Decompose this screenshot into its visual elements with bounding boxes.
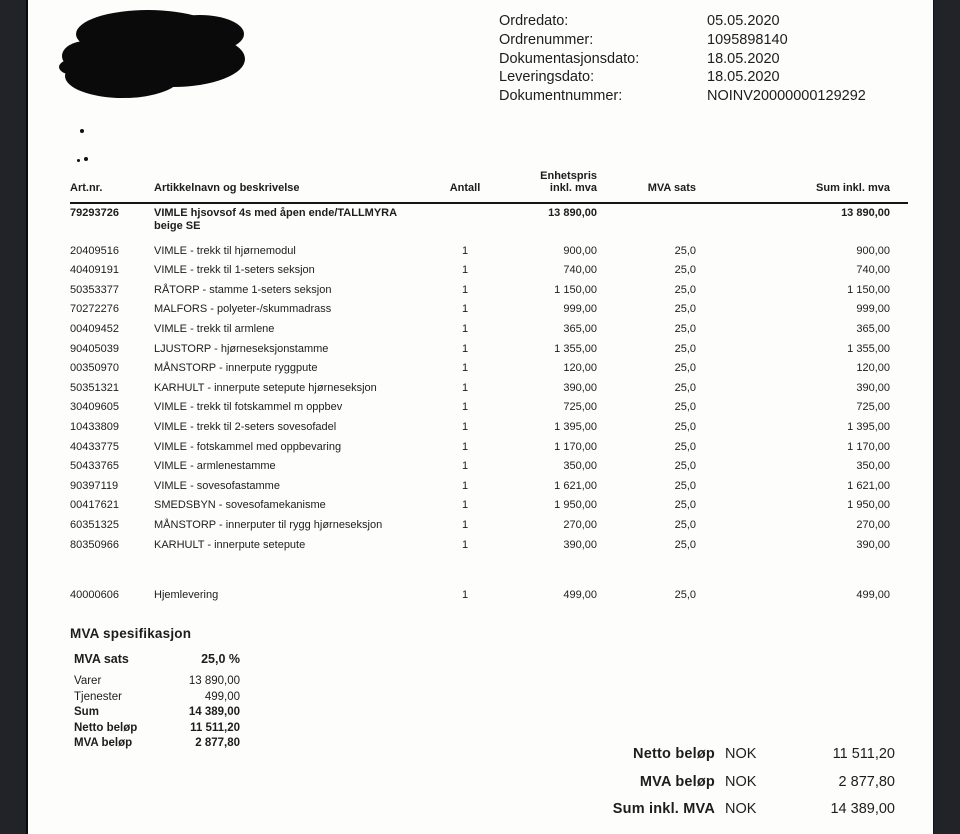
cell-sum: 1 621,00 xyxy=(847,479,890,492)
cell-art: 60351325 xyxy=(70,518,119,531)
cell-qty: 1 xyxy=(461,420,469,433)
items-table-body xyxy=(70,204,890,606)
cell-qty: 1 xyxy=(461,283,469,296)
mva-rate-value: 25,0 % xyxy=(201,652,240,666)
cell-name: MALFORS - polyeter-/skummadrass xyxy=(154,303,332,316)
mva-spec-value: 11 511,20 xyxy=(190,721,240,734)
stray-dot xyxy=(77,159,80,162)
items-table-header xyxy=(70,170,890,204)
cell-unit: 390,00 xyxy=(563,381,597,394)
mva-spec-row xyxy=(74,690,240,706)
cell-vat: 25,0 xyxy=(674,244,696,257)
col-header-unitprice xyxy=(502,170,597,204)
cell-art: 00350970 xyxy=(70,362,119,375)
cell-vat: 25,0 xyxy=(674,538,696,551)
cell-name: VIMLE - trekk til armlene xyxy=(154,322,275,335)
cell-sum: 1 170,00 xyxy=(847,440,890,453)
cell-vat: 25,0 xyxy=(674,303,696,316)
cell-art: 50351321 xyxy=(70,381,119,394)
table-row xyxy=(70,359,890,379)
cell-unit: 1 355,00 xyxy=(554,342,597,355)
meta-value: 1095898140 xyxy=(707,31,788,48)
cell-sum: 499,00 xyxy=(856,589,890,602)
table-row xyxy=(70,280,890,300)
cell-vat: 25,0 xyxy=(674,589,696,602)
cell-name: KARHULT - innerpute setepute hjørneseksjon xyxy=(154,381,377,394)
cell-unit: 1 395,00 xyxy=(554,420,597,433)
mva-spec-value: 2 877,80 xyxy=(195,737,240,749)
cell-qty: 1 xyxy=(461,322,469,335)
cell-name: Hjemlevering xyxy=(154,589,219,602)
col-header-vat: MVA sats xyxy=(647,182,696,194)
cell-sum: 1 395,00 xyxy=(847,420,890,433)
cell-qty: 1 xyxy=(461,401,469,414)
meta-label: Dokumentnummer: xyxy=(499,88,623,105)
stray-dot xyxy=(84,157,88,161)
cell-qty: 1 xyxy=(461,244,469,257)
cell-art: 70272276 xyxy=(70,303,119,316)
mva-spec-label: Sum xyxy=(74,706,99,718)
cell-qty: 1 xyxy=(461,440,469,453)
cell-qty: 1 xyxy=(461,499,469,512)
mva-spec-label: Varer xyxy=(74,675,102,687)
cell-name: MÅNSTORP - innerpute ryggpute xyxy=(154,362,318,375)
cell-qty: 1 xyxy=(461,479,469,492)
table-header-rule xyxy=(70,202,908,204)
table-row xyxy=(70,496,890,516)
cell-vat: 25,0 xyxy=(674,420,696,433)
cell-art: 30409605 xyxy=(70,401,119,414)
cell-sum: 13 890,00 xyxy=(841,207,890,220)
meta-label: Ordrenummer: xyxy=(499,31,594,48)
mva-spec-label: MVA beløp xyxy=(74,737,133,749)
cell-vat: 25,0 xyxy=(674,460,696,473)
table-row xyxy=(70,437,890,457)
table-row xyxy=(70,516,890,536)
cell-name: MÅNSTORP - innerputer til rygg hjørneseksjon xyxy=(154,518,383,531)
cell-sum: 725,00 xyxy=(856,401,890,414)
table-row xyxy=(70,535,890,555)
cell-sum: 350,00 xyxy=(856,460,890,473)
unitprice-line2: inkl. mva xyxy=(549,182,597,194)
cell-art: 40409191 xyxy=(70,264,119,277)
total-value: 11 511,20 xyxy=(832,746,895,762)
cell-name: VIMLE hjsovsof 4s med åpen ende/TALLMYRA beige SE xyxy=(154,207,397,233)
total-label: MVA beløp xyxy=(639,773,715,790)
totals-section xyxy=(70,746,895,829)
cell-unit: 1 170,00 xyxy=(554,440,597,453)
cell-vat: 25,0 xyxy=(674,381,696,394)
cell-name: VIMLE - fotskammel med oppbevaring xyxy=(154,440,342,453)
cell-unit: 999,00 xyxy=(563,303,597,316)
mva-spec-row xyxy=(74,721,240,737)
mva-rate-row xyxy=(70,652,240,666)
cell-vat: 25,0 xyxy=(674,342,696,355)
col-header-sum: Sum inkl. mva xyxy=(816,182,890,194)
cell-qty xyxy=(428,204,502,241)
meta-value: 18.05.2020 xyxy=(707,69,780,86)
meta-label: Dokumentasjonsdato: xyxy=(499,50,640,67)
cell-art: 90397119 xyxy=(70,479,119,492)
total-label: Sum inkl. MVA xyxy=(612,801,715,817)
cell-unit: 1 150,00 xyxy=(554,283,597,296)
table-row xyxy=(70,378,890,398)
cell-qty: 1 xyxy=(461,589,469,602)
table-row xyxy=(70,300,890,320)
cell-unit: 390,00 xyxy=(563,538,597,551)
meta-value: 05.05.2020 xyxy=(707,13,780,29)
invoice-page xyxy=(26,0,934,834)
mva-spec-label: Netto beløp xyxy=(74,721,138,734)
cell-name: VIMLE - trekk til 2-seters sovesofadel xyxy=(154,420,337,433)
cell-art: 50433765 xyxy=(70,460,119,473)
mva-spec-label: Tjenester xyxy=(74,690,122,703)
items-table xyxy=(70,170,890,606)
meta-value: NOINV20000000129292 xyxy=(707,88,866,105)
cell-vat: 25,0 xyxy=(674,401,696,414)
table-row xyxy=(70,339,890,359)
cell-name: SMEDSBYN - sovesofamekanisme xyxy=(154,499,326,512)
redaction-scribble xyxy=(48,4,248,108)
cell-name: LJUSTORP - hjørneseksjonstamme xyxy=(154,342,329,355)
total-value: 2 877,80 xyxy=(838,773,895,790)
cell-art: 00409452 xyxy=(70,322,119,335)
cell-qty: 1 xyxy=(461,342,469,355)
mva-rate-label: MVA sats xyxy=(74,652,129,666)
mva-spec-value: 13 890,00 xyxy=(188,675,240,687)
cell-name: VIMLE - trekk til fotskammel m oppbev xyxy=(154,401,343,414)
cell-art: 20409516 xyxy=(70,244,119,257)
meta-row xyxy=(499,31,866,50)
cell-unit: 120,00 xyxy=(563,362,597,375)
table-row xyxy=(70,241,890,261)
stray-dot xyxy=(80,129,84,133)
cell-qty: 1 xyxy=(461,381,469,394)
cell-sum: 365,00 xyxy=(856,322,890,335)
mva-spec-row xyxy=(74,674,240,690)
cell-qty: 1 xyxy=(461,264,469,277)
table-row xyxy=(70,261,890,281)
cell-unit: 350,00 xyxy=(563,460,597,473)
mva-spec-section xyxy=(70,626,240,752)
total-row xyxy=(70,801,895,817)
mva-spec-rows xyxy=(70,674,240,752)
cell-sum: 390,00 xyxy=(856,538,890,551)
table-row xyxy=(70,457,890,477)
total-currency: NOK xyxy=(725,801,757,817)
mva-spec-row xyxy=(74,705,240,721)
cell-name: KARHULT - innerpute setepute xyxy=(154,538,306,551)
total-currency: NOK xyxy=(725,746,757,762)
cell-art: 80350966 xyxy=(70,538,119,551)
cell-sum: 1 355,00 xyxy=(847,342,890,355)
mva-spec-value: 499,00 xyxy=(204,690,240,703)
cell-sum: 1 150,00 xyxy=(847,283,890,296)
mva-spec-value: 14 389,00 xyxy=(188,706,240,718)
total-value: 14 389,00 xyxy=(830,801,895,817)
cell-unit: 270,00 xyxy=(563,518,597,531)
total-label: Netto beløp xyxy=(633,746,715,762)
cell-vat: 25,0 xyxy=(674,322,696,335)
cell-sum: 740,00 xyxy=(856,264,890,277)
meta-label: Ordredato: xyxy=(499,13,569,29)
cell-art: 10433809 xyxy=(70,420,119,433)
order-meta xyxy=(499,12,866,106)
cell-unit: 365,00 xyxy=(563,322,597,335)
cell-qty: 1 xyxy=(461,460,469,473)
cell-art: 79293726 xyxy=(70,207,119,220)
meta-row xyxy=(499,87,866,106)
cell-art: 40000606 xyxy=(70,589,119,602)
cell-qty: 1 xyxy=(461,518,469,531)
cell-sum: 120,00 xyxy=(856,362,890,375)
cell-sum: 900,00 xyxy=(856,244,890,257)
cell-qty: 1 xyxy=(461,362,469,375)
col-header-artnr: Art.nr. xyxy=(70,182,103,194)
cell-sum: 1 950,00 xyxy=(847,499,890,512)
cell-unit: 740,00 xyxy=(563,264,597,277)
col-header-qty: Antall xyxy=(449,182,481,194)
cell-vat: 25,0 xyxy=(674,264,696,277)
cell-vat: 25,0 xyxy=(674,440,696,453)
table-row xyxy=(70,320,890,340)
table-row xyxy=(70,476,890,496)
cell-name: VIMLE - trekk til 1-seters seksjon xyxy=(154,264,315,277)
cell-art: 00417621 xyxy=(70,499,119,512)
table-row xyxy=(70,398,890,418)
meta-row xyxy=(499,50,866,69)
cell-unit: 13 890,00 xyxy=(548,207,597,220)
cell-name: VIMLE - trekk til hjørnemodul xyxy=(154,244,296,257)
cell-unit: 1 621,00 xyxy=(554,479,597,492)
meta-row xyxy=(499,12,866,31)
table-row xyxy=(70,555,890,606)
cell-unit: 499,00 xyxy=(563,589,597,602)
cell-vat xyxy=(597,204,696,241)
total-row xyxy=(70,774,895,790)
cell-unit: 725,00 xyxy=(563,401,597,414)
col-header-name: Artikkelnavn og beskrivelse xyxy=(154,182,300,194)
meta-label: Leveringsdato: xyxy=(499,69,595,86)
cell-name: VIMLE - armlenestamme xyxy=(154,460,276,473)
cell-sum: 999,00 xyxy=(856,303,890,316)
cell-sum: 270,00 xyxy=(856,518,890,531)
cell-name: RÅTORP - stamme 1-seters seksjon xyxy=(154,283,332,296)
cell-vat: 25,0 xyxy=(674,518,696,531)
cell-art: 50353377 xyxy=(70,283,119,296)
mva-spec-title: MVA spesifikasjon xyxy=(70,626,192,641)
cell-vat: 25,0 xyxy=(674,283,696,296)
cell-vat: 25,0 xyxy=(674,362,696,375)
cell-unit: 1 950,00 xyxy=(554,499,597,512)
cell-qty: 1 xyxy=(461,538,469,551)
cell-art: 40433775 xyxy=(70,440,119,453)
cell-qty: 1 xyxy=(461,303,469,316)
cell-vat: 25,0 xyxy=(674,479,696,492)
table-row xyxy=(70,418,890,438)
unitprice-line1: Enhetspris xyxy=(540,170,597,182)
cell-art: 90405039 xyxy=(70,342,119,355)
cell-sum: 390,00 xyxy=(856,381,890,394)
cell-vat: 25,0 xyxy=(674,499,696,512)
meta-value: 18.05.2020 xyxy=(707,50,780,67)
cell-unit: 900,00 xyxy=(563,244,597,257)
meta-row xyxy=(499,68,866,87)
total-currency: NOK xyxy=(725,773,757,790)
table-row xyxy=(70,204,890,241)
cell-name: VIMLE - sovesofastamme xyxy=(154,479,280,492)
total-row xyxy=(70,746,895,762)
